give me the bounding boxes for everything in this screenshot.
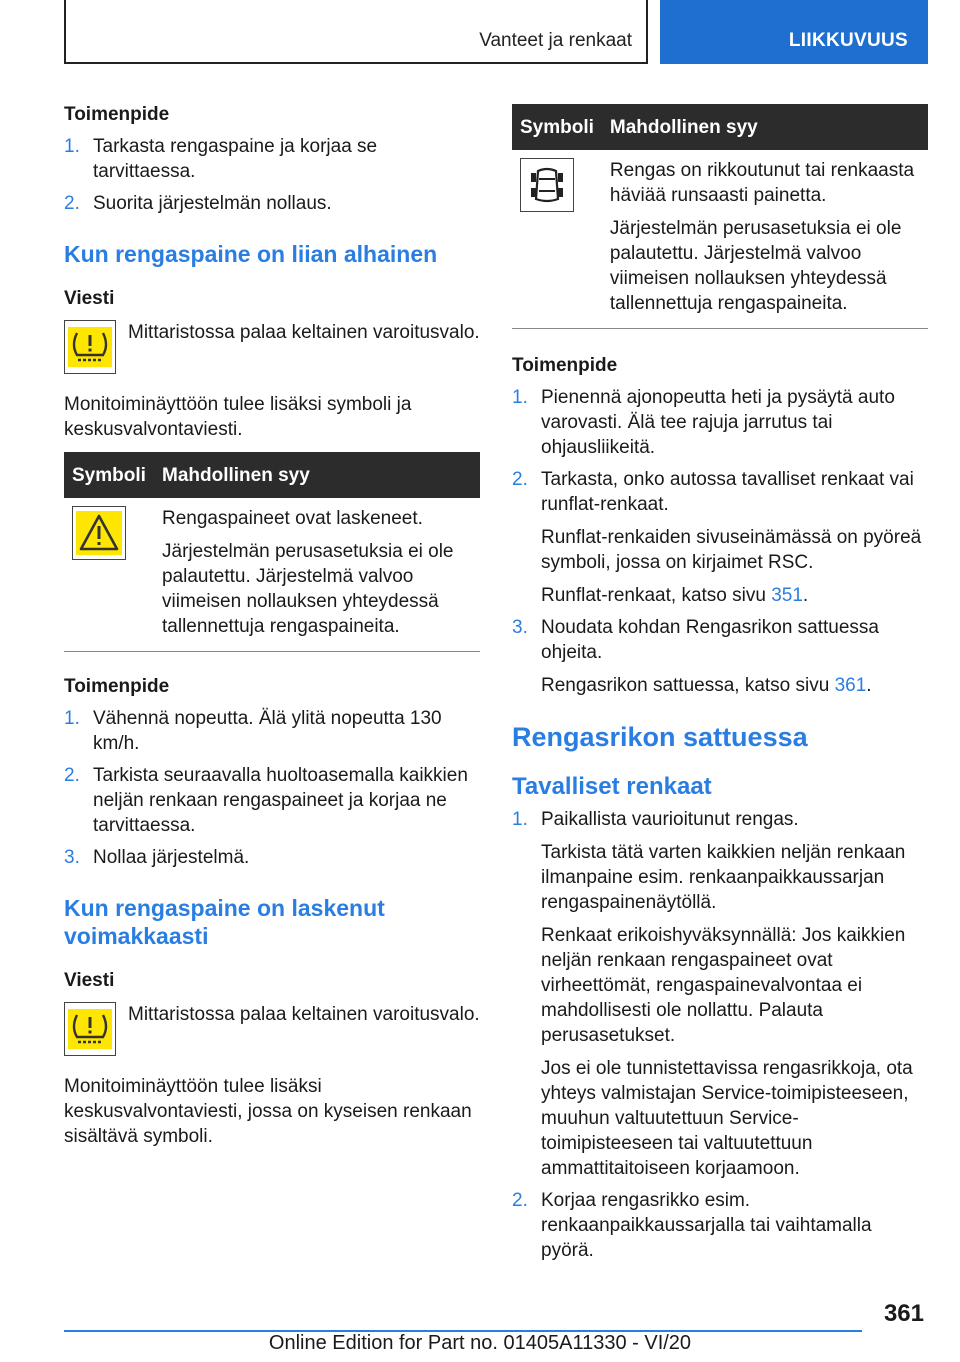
note-text: Monitoiminäyttöön tulee lisäksi symboli ja keskusvalvontaviesti. <box>64 394 412 440</box>
car-flat-tire-icon <box>520 158 574 212</box>
symbol-table <box>512 104 928 329</box>
section-subtitle: Tavalliset renkaat <box>512 773 712 800</box>
viesti-label: Viesti <box>64 970 115 991</box>
header-chapter-title: LIIKKUVUUS <box>788 30 908 51</box>
table-header-cause: Mahdollinen syy <box>602 104 928 150</box>
toimenpide-steps <box>512 385 928 698</box>
toimenpide-steps <box>64 706 480 870</box>
table-row <box>64 498 480 652</box>
section-title: Kun rengaspaine on liian alhainen <box>64 241 438 267</box>
message-text: Mittaristossa palaa keltainen varoitusvalo. <box>128 322 480 343</box>
table-header-symbol: Symboli <box>512 104 602 150</box>
header-section-box <box>64 0 648 64</box>
page-number: 361 <box>883 1300 924 1327</box>
list-item: 1. Tarkasta rengaspaine ja korjaa se tarvittaessa. <box>64 136 378 182</box>
section-title: Kun rengaspaine on laskenut voimakkaasti <box>64 895 385 949</box>
message-row <box>64 1002 480 1056</box>
toimenpide-heading: Toimenpide <box>64 676 170 697</box>
symbol-table <box>64 452 480 652</box>
list-item: 3. Nollaa järjestelmä. <box>64 847 250 868</box>
message-row <box>64 320 480 374</box>
right-column <box>512 104 928 1263</box>
list-item: 1. Pienennä ajonopeutta heti ja pysäytä auto varovasti. Älä tee rajuja jarrutus tai ohjausliikeitä. <box>512 387 895 458</box>
table-cell-text: Järjestelmän perusasetuksia ei ole palautettu. Järjestelmä valvoo viimeisen nollauksen yhteydessä tallennettuja rengaspaineita. <box>162 541 454 637</box>
table-cell-text: Järjestelmän perusasetuksia ei ole palautettu. Järjestelmä valvoo viimeisen nollauksen yhteydessä tallennettuja rengaspaineita. <box>609 218 902 314</box>
section-title: Rengasrikon sattuessa <box>512 722 808 752</box>
table-row <box>512 150 928 329</box>
header-section-title: Vanteet ja renkaat <box>479 30 632 51</box>
list-item: 1. Vähennä nopeutta. Älä ylitä nopeutta 130 km/h. <box>64 708 442 754</box>
page-link[interactable]: 361 <box>834 675 867 696</box>
table-cell-text: Rengas on rikkoutunut tai renkaasta häviää runsaasti painetta. <box>609 160 915 206</box>
viesti-label: Viesti <box>64 288 115 309</box>
note-text: Monitoiminäyttöön tulee lisäksi keskusvalvontaviesti, jossa on kyseisen renkaan sisältävä symboli. <box>64 1076 472 1147</box>
left-column <box>64 104 480 1149</box>
footer-edition: Online Edition for Part no. 01405A11330 - VI/20 <box>268 1332 692 1354</box>
list-item: 2. Korjaa rengasrikko esim. renkaanpaikkaussarjalla tai vaihtamalla pyörä. <box>512 1190 872 1261</box>
toimenpide-steps <box>64 134 480 216</box>
rengasrikko-steps <box>512 807 928 1263</box>
list-item: 1. Paikallista vaurioitunut rengas. Tarkista tätä varten kaikkien neljän renkaan ilmanpaine esim. renkaanpaikkaussarjan rengaspainenäytöllä. Renkaat erikoishyväksynnällä: Jos kaikkien neljän renkaan rengaspaineet ovat virheettömät, rengaspainevalvontaa ei mahdollisesti ole nollattu. Palauta perusasetukset. Jos ei ole tunnistettavissa rengasrikkoja, ota yhteys valmistajan Service-toimipisteeseen, muuhun valtuutettuun Service-toimipisteeseen tai valtuutettuun ammattitaitoiseen korjaamoon. <box>512 809 913 1179</box>
tire-pressure-warning-icon <box>64 1002 116 1056</box>
tire-pressure-warning-icon <box>64 320 116 374</box>
warning-triangle-icon <box>72 506 126 560</box>
table-header-cause: Mahdollinen syy <box>154 452 480 498</box>
list-item: 3. Noudata kohdan Rengasrikon sattuessa ohjeita. Rengasrikon sattuessa, katso sivu 361. <box>512 617 880 696</box>
table-cell-text: Rengaspaineet ovat laskeneet. <box>162 508 423 529</box>
header-chapter-box <box>660 0 928 64</box>
list-item: 2. Tarkasta, onko autossa tavalliset renkaat vai runflat-renkaat. Runflat-renkaiden sivuseinämässä on pyöreä symboli, jossa on kirjaimet RSC. Runflat-renkaat, katso sivu 351. <box>512 469 922 606</box>
toimenpide-heading: Toimenpide <box>512 355 618 376</box>
toimenpide-heading: Toimenpide <box>64 104 170 125</box>
list-item: 2. Suorita järjestelmän nollaus. <box>64 193 332 214</box>
list-item: 2. Tarkista seuraavalla huoltoasemalla kaikkien neljän renkaan rengaspaineet ja korjaa ne tarvittaessa. <box>64 765 468 836</box>
message-text: Mittaristossa palaa keltainen varoitusvalo. <box>128 1004 480 1025</box>
page-link[interactable]: 351 <box>771 585 803 606</box>
table-header-symbol: Symboli <box>64 452 154 498</box>
